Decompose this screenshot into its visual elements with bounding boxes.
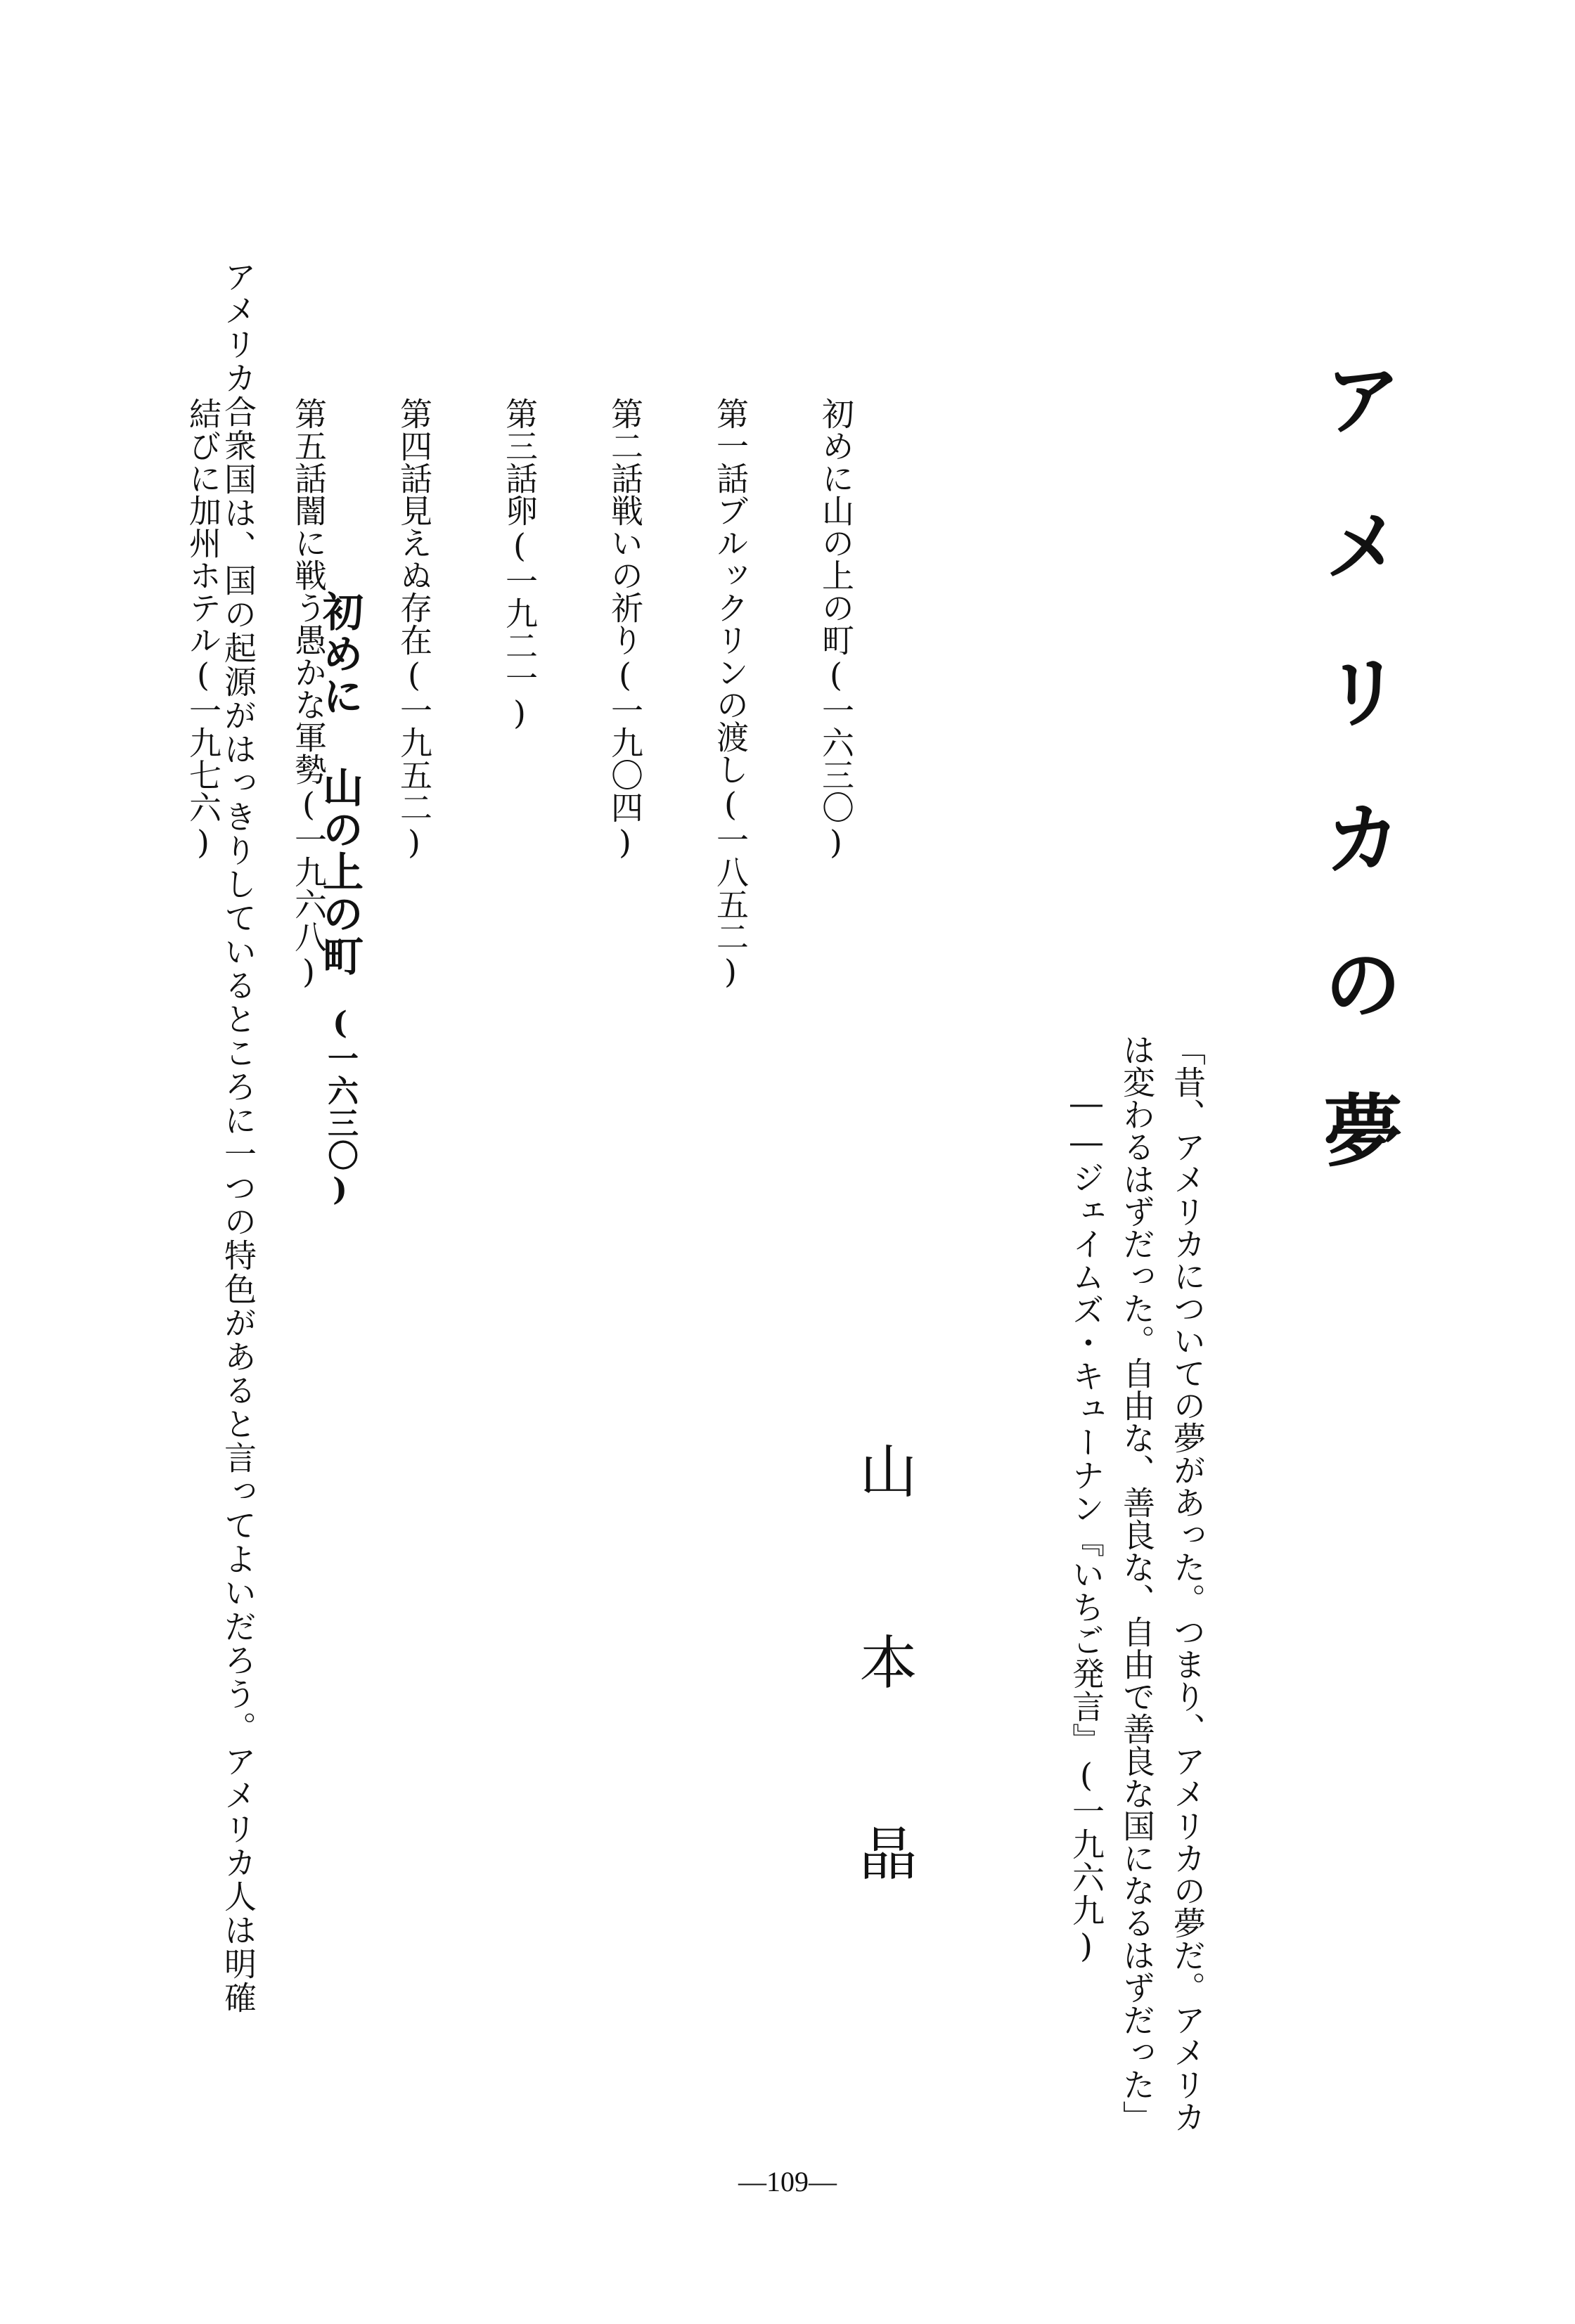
epigraph — [1061, 1033, 1213, 2133]
toc-item-number: 第四話 — [395, 397, 433, 494]
toc-item-number: 第一話 — [712, 397, 750, 494]
toc-item-title: 卵(一九二一) — [501, 494, 539, 732]
body-paragraph: アメリカ合衆国は、国の起源がはっきりしているところに一つの特色があると言ってよいだろう。アメリカ人は明確 — [219, 260, 257, 2015]
section-heading-text: 初めに 山の上の町 — [316, 590, 364, 977]
toc-item-title: 山の上の町(一六三〇) — [817, 494, 855, 861]
section-heading — [310, 590, 369, 1209]
toc-item-title: 加州ホテル(一九七六) — [184, 494, 222, 861]
epigraph-attribution: ――ジェイムズ・キューナン『いちご発言』(一九六九) — [1067, 1084, 1105, 1965]
toc-item-title: 闇に戦う愚かな軍勢(一九六八) — [290, 494, 328, 990]
toc-item — [756, 397, 861, 990]
toc-item-number: 初めに — [817, 397, 855, 494]
toc-item-title: 戦いの祈り(一九〇四) — [606, 494, 644, 861]
toc-item-title: ブルックリンの渡し(一八五二) — [712, 494, 750, 990]
page-number: ―109― — [738, 2166, 837, 2197]
toc-item-number: 第五話 — [290, 397, 328, 494]
toc-item — [650, 397, 756, 990]
author-name: 山本晶 — [850, 1441, 917, 2015]
article-title: アメリカの夢 — [1311, 359, 1403, 1236]
toc-item-title: 見えぬ存在(一九五二) — [395, 494, 433, 861]
toc-item — [439, 397, 545, 990]
epigraph-line: は変わるはずだった。自由な、善良な、自由で善良な国になるはずだった」 — [1118, 1033, 1156, 2133]
toc-item-number: 第二話 — [606, 397, 644, 494]
epigraph-line: 「昔、アメリカについての夢があった。つまり、アメリカの夢だ。アメリカ — [1169, 1033, 1207, 2133]
section-heading-year: (一六三〇) — [322, 1005, 358, 1209]
toc-item — [545, 397, 650, 990]
toc-item-number: 第三話 — [501, 397, 539, 494]
toc-item-number: 結びに — [184, 397, 222, 494]
